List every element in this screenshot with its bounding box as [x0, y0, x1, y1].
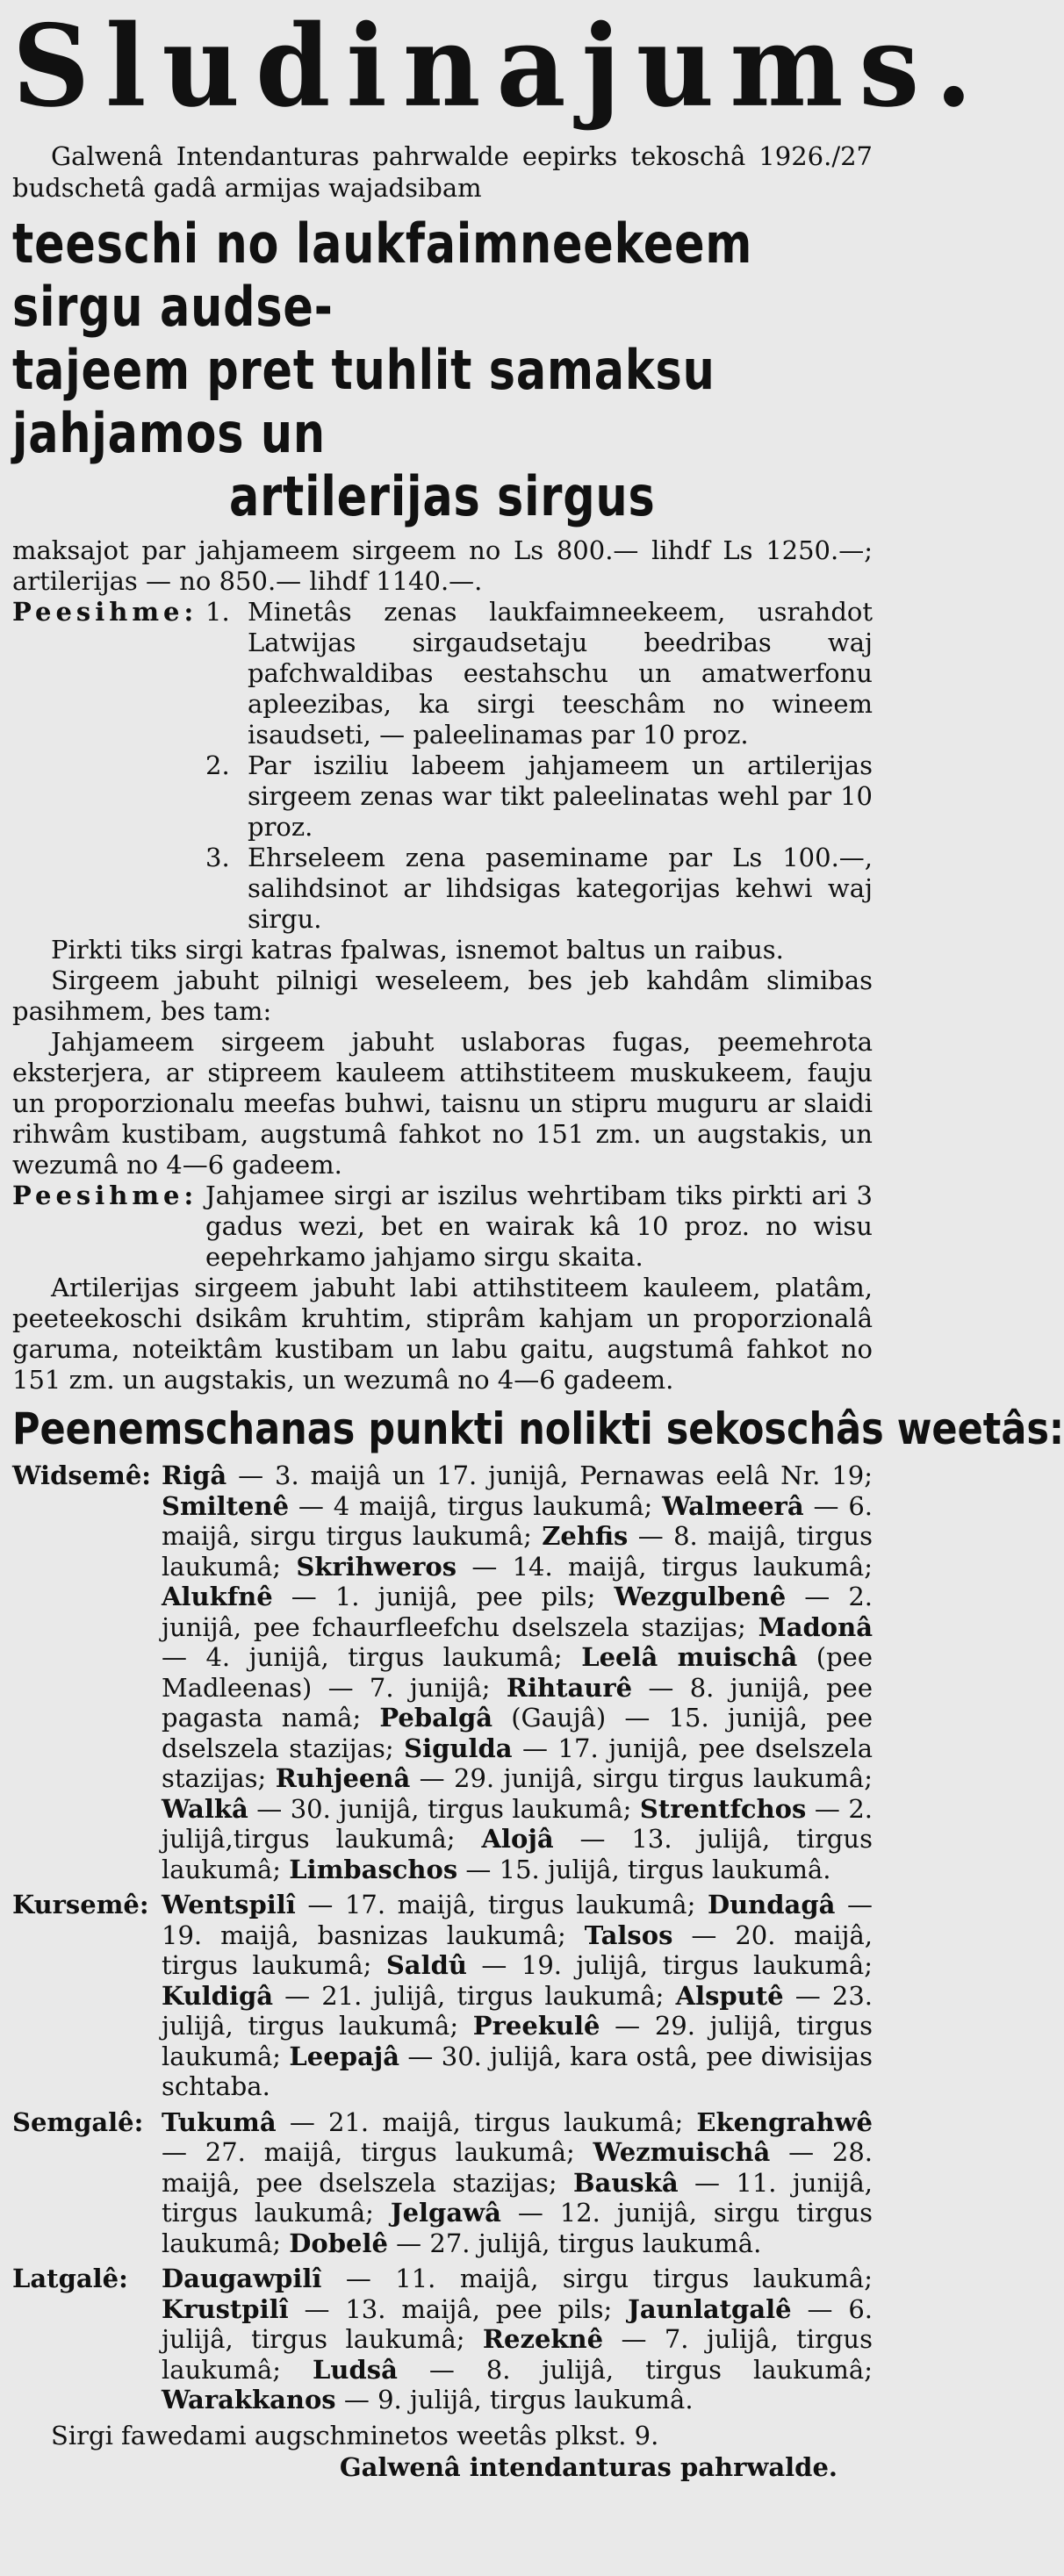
location-details: — 19. julijâ, tirgus laukumâ;: [466, 1950, 873, 1980]
location-details: — 17. junijâ, pee dselszela stazijas;: [162, 1733, 873, 1793]
price-text: maksajot par jahjameem sirgeem no Ls 800.— lihdf Ls 1250.—; artilerijas — no 850.— lihdf 1140.—.: [12, 535, 873, 596]
paragraph-colors: Pirkti tiks sirgi katras fpalwas, isnemot baltus un raibus.: [51, 935, 784, 965]
location-name: Zehfis: [542, 1521, 629, 1551]
notes-label: Peesihme:: [12, 597, 198, 627]
note-number: 3.: [205, 843, 230, 872]
intro-text: Galwenâ Intendanturas pahrwalde eepirks tekoschâ 1926./27 budschetâ gadâ armijas wajadsibam: [12, 141, 873, 203]
location-details: — 13. maijâ, pee pils;: [288, 2293, 629, 2324]
location-details: — 12. junijâ, sirgu tirgus laukumâ;: [162, 2198, 873, 2258]
location-name: Alsputê: [675, 1980, 784, 2011]
location-details: — 27. julijâ, tirgus laukumâ.: [387, 2228, 762, 2258]
location-details: — 3. maijâ un 17. junijâ, Pernawas eelâ Nr. 19;: [226, 1460, 873, 1490]
location-details: (Gaujâ) — 15. junijâ, pee dselszela stazijas;: [162, 1703, 873, 1763]
note-item: [205, 597, 873, 750]
region-locations: [162, 1460, 873, 1884]
region-locations: [162, 2264, 873, 2415]
region-block: [12, 1890, 873, 2102]
location-name: Warakkanos: [162, 2385, 336, 2415]
location-name: Bauskâ: [573, 2167, 679, 2198]
location-details: — 7. julijâ, tirgus laukumâ;: [162, 2324, 873, 2385]
location-details: — 17. maijâ, tirgus laukumâ;: [295, 1890, 708, 1919]
note-text: Par isziliu labeem jahjameem un artilerijas sirgeem zenas war tikt paleelinatas wehl par 10 proz.: [248, 750, 873, 842]
location-name: Leepajâ: [289, 2041, 400, 2071]
footer-time-note: Sirgi fawedami augschminetos weetâs plkst. 9.: [51, 2420, 659, 2450]
location-details: — 4 maijâ, tirgus laukumâ;: [289, 1490, 663, 1521]
location-name: Dobelê: [289, 2228, 388, 2258]
paragraph-artillery-horses: Artilerijas sirgeem jabuht labi attihstiteem kauleem, platâm, peeteekoschi dsikâm kruhtim, stiprâm kahjam un proporzionalâ garuma, noteiktâm kustibam un labu gaitu, augstumâ fahkot no 151 zm. un augstakis, un wezumâ no 4—6 gadeem.: [12, 1273, 873, 1395]
paragraph-riding-horses: Jahjameem sirgeem jabuht uslaboras fugas, peemehrota eksterjera, ar stipreem kauleem attihstiteem muskukeem, fauju un proporzionalu meefas buhwi, taisnu un stipru muguru ar slaidi rihwâm kustibam, augstumâ fahkot no 151 zm. un augstakis, un wezumâ no 4—6 gadeem.: [12, 1027, 873, 1180]
location-name: Saldû: [385, 1950, 467, 1980]
location-name: Limbaschos: [289, 1854, 458, 1884]
location-details: — 14. maijâ, tirgus laukumâ;: [457, 1551, 873, 1582]
location-details: — 20. maijâ, tirgus laukumâ;: [162, 1919, 873, 1980]
location-details: — 11. junijâ, tirgus laukumâ;: [162, 2167, 873, 2228]
location-name: Ruhjeenâ: [275, 1763, 411, 1793]
location-details: — 8. maijâ, tirgus laukumâ;: [162, 1521, 873, 1582]
masthead-title: Sludinajums.: [12, 0, 989, 133]
region-block: [12, 1460, 873, 1884]
location-details: — 15. julijâ, tirgus laukumâ.: [457, 1854, 831, 1884]
location-details: — 30. julijâ, kara ostâ, pee diwisijas schtaba.: [162, 2041, 873, 2101]
region-block: [12, 2107, 873, 2259]
notes-list: [205, 597, 873, 935]
region-label: Widsemê:: [12, 1460, 151, 1490]
location-details: — 4. junijâ, tirgus laukumâ;: [162, 1642, 582, 1672]
location-name: Rigâ: [162, 1460, 227, 1490]
location-name: Jelgawâ: [390, 2198, 501, 2228]
note-number: 1.: [205, 597, 230, 627]
location-name: Madonâ: [758, 1611, 873, 1642]
location-name: Jaunlatgalê: [628, 2293, 792, 2324]
location-details: — 29. julijâ, tirgus laukumâ;: [162, 2011, 873, 2071]
location-name: Krustpilî: [162, 2293, 289, 2324]
location-name: Wezgulbenê: [614, 1582, 787, 1611]
note-item: [205, 750, 873, 843]
note-number: 2.: [205, 750, 230, 780]
location-name: Walmeerâ: [662, 1490, 804, 1521]
regions-list: [12, 1460, 873, 2415]
location-name: Strentfchos: [639, 1793, 807, 1824]
location-details: — 21. julijâ, tirgus laukumâ;: [273, 1980, 676, 2011]
location-name: Rihtaurê: [506, 1672, 633, 1703]
location-details: — 21. maijâ, tirgus laukumâ;: [276, 2106, 697, 2137]
location-name: Dundagâ: [707, 1890, 836, 1919]
location-name: Ekengrahwê: [696, 2106, 873, 2137]
notes-block: [12, 597, 873, 935]
headline-line-2: tajeem pret tuhlit samaksu jahjamos un: [12, 338, 715, 465]
location-details: — 8. junijâ, pee pagasta namâ;: [162, 1672, 873, 1733]
location-name: Alojâ: [481, 1824, 554, 1854]
location-name: Tukumâ: [162, 2106, 277, 2137]
location-details: — 1. junijâ, pee pils;: [272, 1582, 615, 1611]
location-details: — 9. julijâ, tirgus laukumâ.: [335, 2385, 694, 2415]
location-details: — 8. julijâ, tirgus laukumâ;: [397, 2354, 873, 2385]
region-label: Kursemê:: [12, 1890, 149, 1919]
location-name: Wezmuischâ: [593, 2137, 771, 2167]
location-details: — 27. maijâ, tirgus laukumâ;: [162, 2137, 593, 2167]
note-text: Ehrseleem zena paseminame par Ls 100.—, salihdsinot ar lihdsigas kategorijas kehwi waj sirgu.: [248, 843, 873, 934]
location-name: Rezeknê: [482, 2324, 604, 2354]
location-name: Skrihweros: [296, 1551, 457, 1582]
location-name: Preekulê: [472, 2011, 600, 2041]
location-details: — 23. julijâ, tirgus laukumâ;: [162, 1980, 873, 2041]
note-2-label: Peesihme:: [12, 1180, 198, 1210]
location-name: Wentspilî: [162, 1890, 296, 1919]
paragraph-health: Sirgeem jabuht pilnigi weseleem, bes jeb kahdâm slimibas pasihmem, bes tam:: [12, 965, 873, 1026]
location-details: — 13. julijâ, tirgus laukumâ;: [162, 1824, 873, 1884]
location-name: Ludsâ: [313, 2354, 398, 2385]
location-name: Pebalgâ: [379, 1703, 493, 1733]
note-text: Minetâs zenas laukfaimneekeem, usrahdot Latwijas sirgaudsetaju beedribas waj pafchwaldibas eestahschu un amatwerfonu apleezibas, ka sirgi teeschâm no wineem isaudseti, — paleelinamas par 10 proz.: [248, 597, 873, 750]
section-heading: Peenemschanas punkti nolikti sekoschâs weetâs:: [12, 1403, 1064, 1454]
location-details: — 6. julijâ, tirgus laukumâ;: [162, 2293, 873, 2354]
location-name: Daugawpilî: [162, 2264, 322, 2293]
location-name: Sigulda: [404, 1733, 513, 1763]
location-details: — 11. maijâ, sirgu tirgus laukumâ;: [321, 2264, 873, 2293]
region-locations: [162, 1890, 873, 2102]
location-name: Walkâ: [162, 1793, 248, 1824]
headline-line-3: artilerijas sirgus: [229, 464, 656, 528]
location-details: — 2. julijâ,tirgus laukumâ;: [162, 1793, 873, 1854]
location-details: — 2. junijâ, pee fchaurfleefchu dselszela stazijas;: [162, 1582, 873, 1642]
location-name: Smiltenê: [162, 1490, 290, 1521]
headline-line-1: teeschi no laukfaimneekeem sirgu audse-: [12, 212, 753, 339]
region-locations: [162, 2107, 873, 2259]
note-item: [205, 843, 873, 935]
location-details: — 28. maijâ, pee dselszela stazijas;: [162, 2137, 873, 2198]
region-label: Latgalê:: [12, 2264, 128, 2293]
location-name: Alukfnê: [162, 1582, 273, 1611]
region-label: Semgalê:: [12, 2106, 144, 2137]
location-name: Talsos: [584, 1919, 673, 1950]
location-details: — 19. maijâ, basnizas laukumâ;: [162, 1890, 873, 1950]
location-details: — 30. junijâ, tirgus laukumâ;: [248, 1793, 640, 1824]
location-name: Leelâ muischâ: [581, 1642, 798, 1672]
note-2-block: [12, 1180, 873, 1273]
region-block: [12, 2264, 873, 2415]
location-name: Kuldigâ: [162, 1980, 274, 2011]
note-2-text: Jahjamee sirgi ar iszilus wehrtibam tiks pirkti ari 3 gadus wezi, bet en wairak kâ 10 proz. no wisu eepehrkamo jahjamo sirgu skaita.: [205, 1180, 873, 1272]
location-details: (pee Madleenas) — 7. junijâ;: [162, 1642, 873, 1703]
location-details: — 29. junijâ, sirgu tirgus laukumâ;: [410, 1763, 873, 1793]
location-details: — 6. maijâ, sirgu tirgus laukumâ;: [162, 1490, 873, 1551]
signature: Galwenâ intendanturas pahrwalde.: [339, 2451, 838, 2482]
